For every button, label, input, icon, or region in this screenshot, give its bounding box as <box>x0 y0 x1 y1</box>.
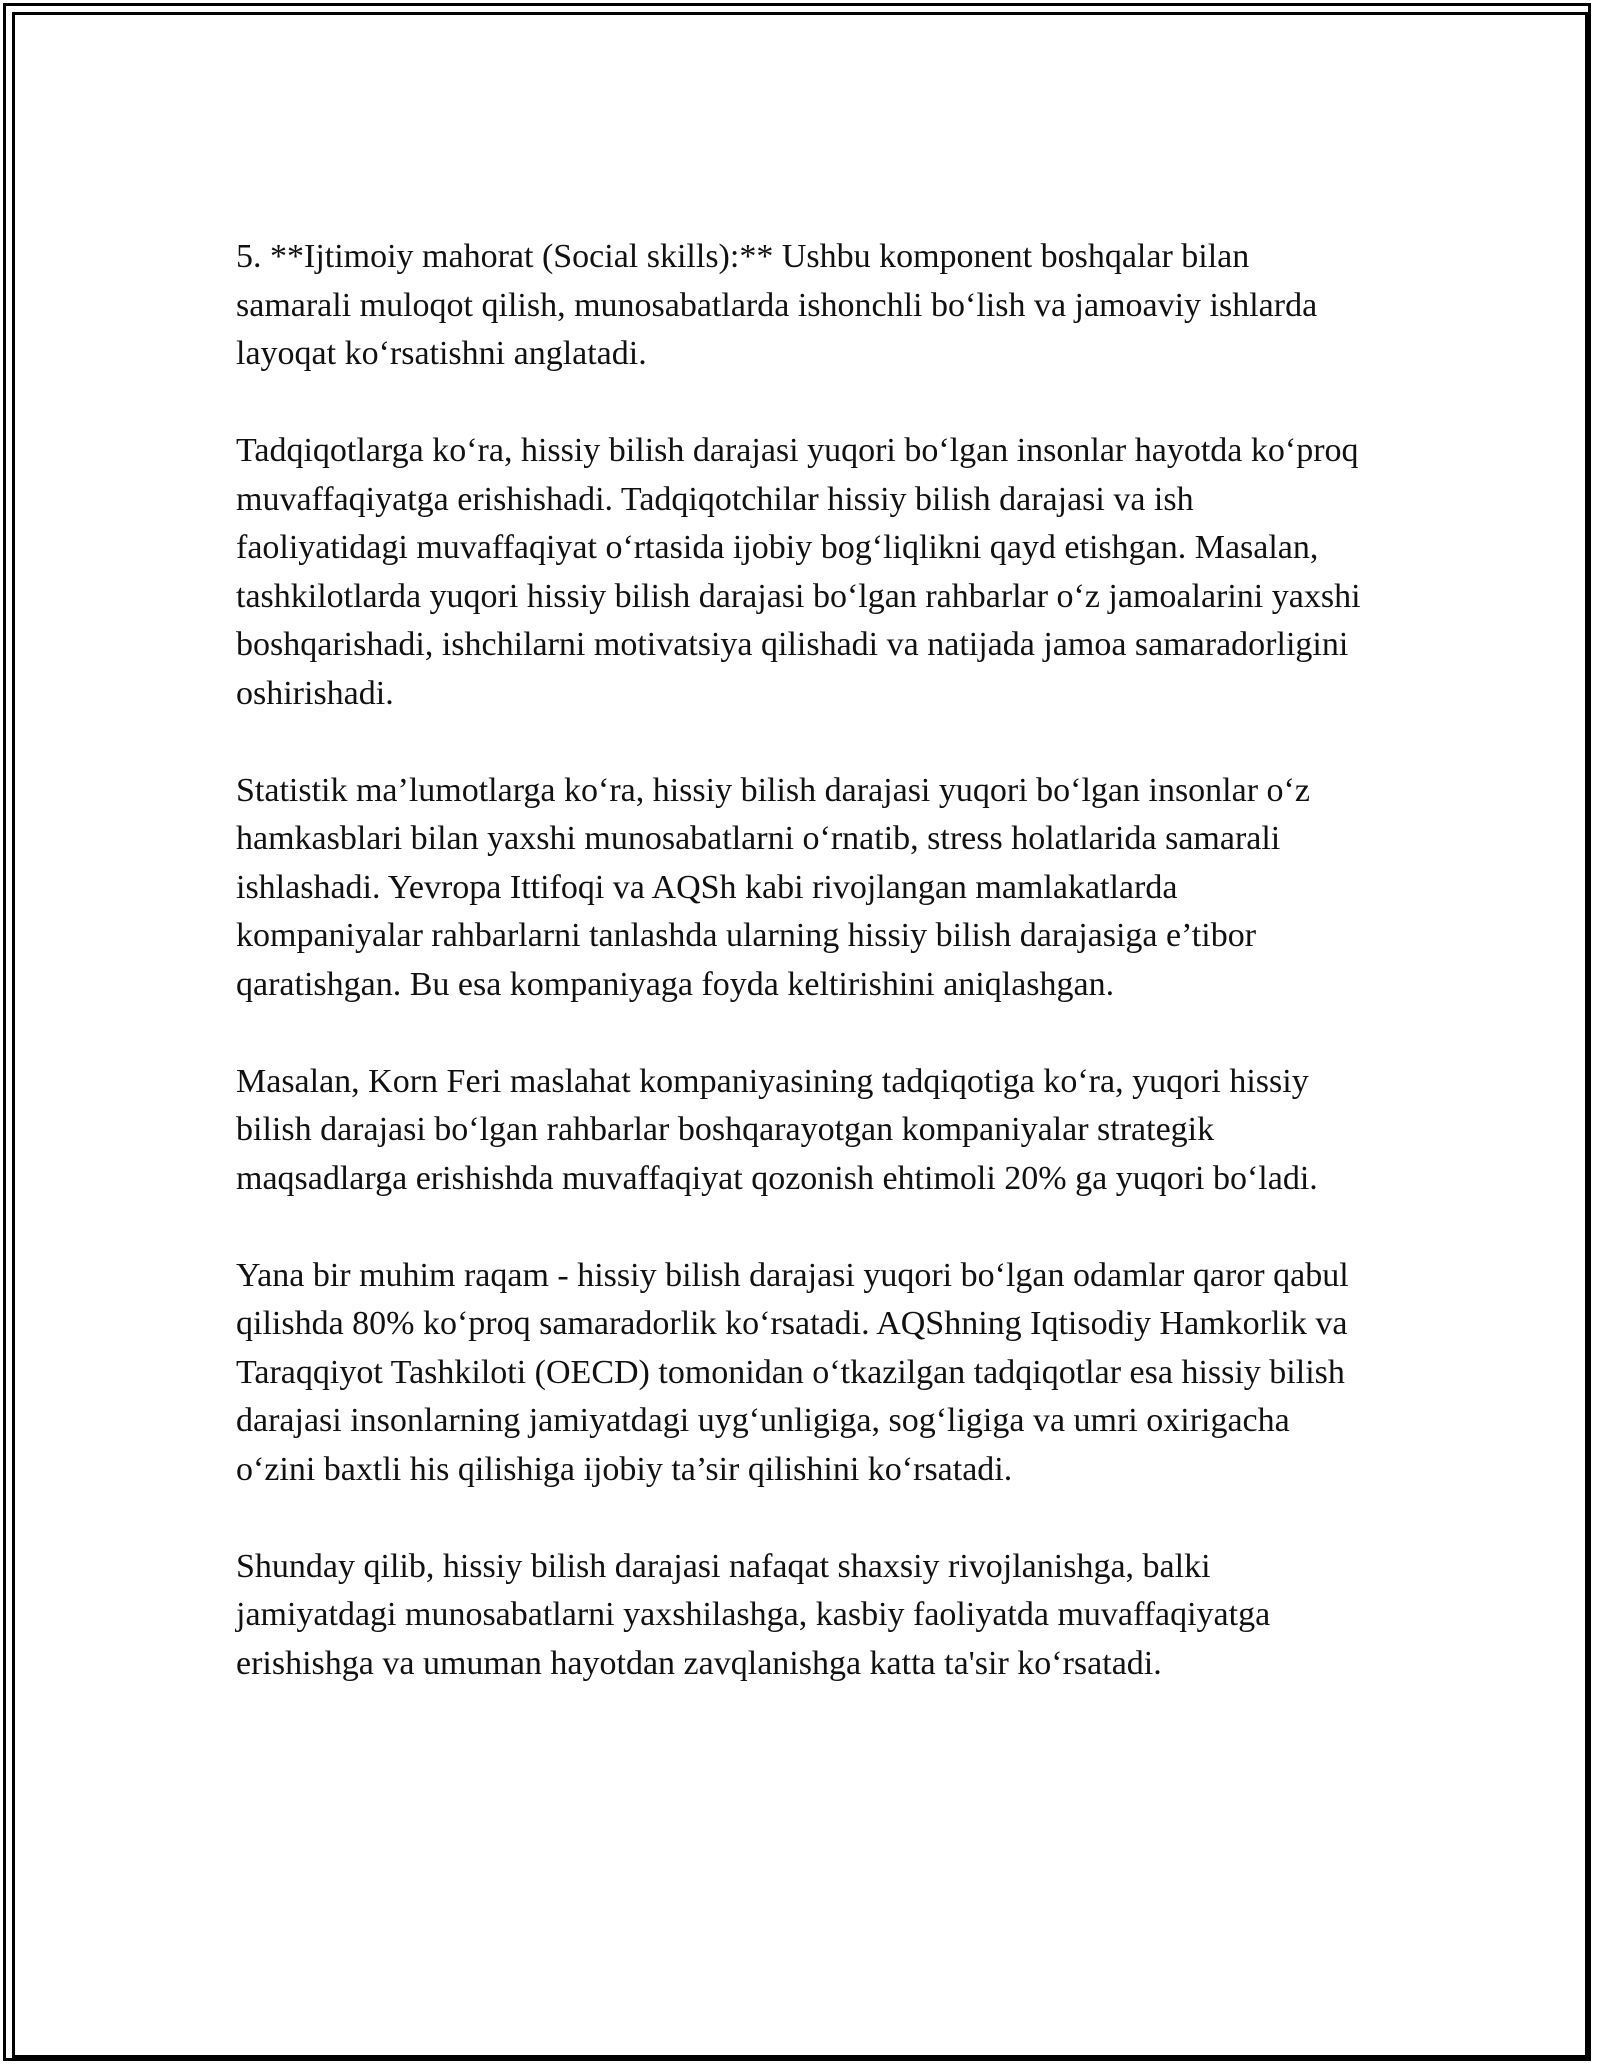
paragraph-social-skills: 5. **Ijtimoiy mahorat (Social skills):** Ushbu komponent boshqalar bilan samarali muloqot qilish, munosabatlarda ishonchli bo‘lish va jamoaviy ishlarda layoqat ko‘rsatishni anglatadi. <box>236 238 1318 372</box>
paragraph-korn-ferry: Masalan, Korn Feri maslahat kompaniyasining tadqiqotiga ko‘ra, yuqori hissiy bilish darajasi bo‘lgan rahbarlar boshqarayotgan kompaniyalar strategik maqsadlarga erishishda muvaffaqiyat qozonish ehtimoli 20% ga yuqori bo‘ladi. <box>236 1062 1318 1197</box>
paragraph-research-success: Tadqiqotlarga ko‘ra, hissiy bilish darajasi yuqori bo‘lgan insonlar hayotda ko‘proq muvaffaqiyatga erishishadi. Tadqiqotchilar hissiy bilish darajasi va ish faoliyatidagi muvaffaqiyat o‘rtasida ijobiy bog‘liqlikni qayd etishgan. Masalan, tashkilotlarda yuqori hissiy bilish darajasi bo‘lgan rahbarlar o‘z jamoalarini yaxshi boshqarishadi, ishchilarni motivatsiya qilishadi va natijada jamoa samaradorligini oshirishadi. <box>236 432 1361 712</box>
paragraph-decision-making: Yana bir muhim raqam - hissiy bilish darajasi yuqori bo‘lgan odamlar qaror qabul qilishda 80% ko‘proq samaradorlik ko‘rsatadi. AQShning Iqtisodiy Hamkorlik va Taraqqiyot Tashkiloti (OECD) tomonidan o‘tkazilgan tadqiqotlar esa hissiy bilish darajasi insonlarning jamiyatdagi uyg‘unligiga, sog‘ligiga va umri oxirigacha o‘zini baxtli his qilishiga ijobiy ta’sir qilishini ko‘rsatadi. <box>236 1256 1349 1488</box>
paragraph-statistics: Statistik ma’lumotlarga ko‘ra, hissiy bilish darajasi yuqori bo‘lgan insonlar o‘z hamkasblari bilan yaxshi munosabatlarni o‘rnatib, stress holatlarida samarali ishlashadi. Yevropa Ittifoqi va AQSh kabi rivojlangan mamlakatlarda kompaniyalar rahbarlarni tanlashda ularning hissiy bilish darajasiga e’tibor qaratishgan. Bu esa kompaniyaga foyda keltirishini aniqlashgan. <box>236 771 1310 1003</box>
document-body <box>236 233 1364 1737</box>
paragraph-conclusion: Shunday qilib, hissiy bilish darajasi nafaqat shaxsiy rivojlanishga, balki jamiyatdagi munosabatlarni yaxshilashga, kasbiy faoliyatda muvaffaqiyatga erishishga va umuman hayotdan zavqlanishga katta ta'sir ko‘rsatadi. <box>236 1547 1271 1682</box>
